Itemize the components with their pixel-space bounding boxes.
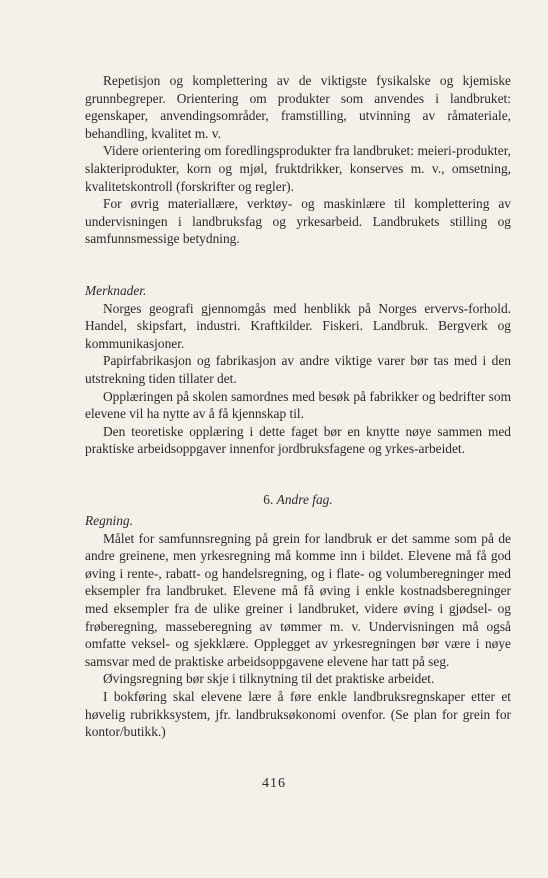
paragraph: Den teoretiske opplæring i dette faget bør en knytte nøye sammen med praktiske arbeidsoppgaver innenfor jordbruksfagene og yrkes-arbeidet. — [85, 423, 511, 457]
paragraph: Videre orientering om foredlingsprodukter fra landbruket: meieri-produkter, slakteriprodukter, korn og mjøl, fruktdrikker, konserves m. v., omsetning, kvalitetskontroll (forskrifter og regler). — [85, 143, 511, 194]
section-merknader — [85, 282, 511, 458]
paragraph: Norges geografi gjennomgås med henblikk på Norges ervervs-forhold. Handel, skipsfart, industri. Kraftkilder. Fiskeri. Landbruk. Bergverk og kommunikasjoner. — [85, 300, 511, 351]
section-number: 6. — [263, 492, 274, 507]
paragraph: Målet for samfunnsregning på grein for landbruk er det samme som på de andre greinene, men yrkesregning må komme inn i bildet. Elevene må få god øving i rente-, rabatt- og handelsregning, og i flate- og volumberegninger med eksempler fra landbruket. Elevene må få øving i enkle kostnadsberegninger med eksempler fra de ulike greiner i landbruket, videre øving i gjødsel- og frøberegning, masseberegning av tømmer m. v. Undervisningen må også omfatte veksel- og sjekklære. Opplegget av yrkesregningen bør være i nøye samsvar med de praktiske arbeidsoppgavene elevene har tatt på seg. — [85, 530, 511, 669]
section-6-heading — [85, 492, 511, 508]
section-intro — [85, 72, 511, 248]
section-regning — [85, 512, 511, 741]
paragraph: I bokføring skal elevene lære å føre enkle landbruksregnskaper etter et høvelig rubrikksystem, jfr. landbruksøkonomi ovenfor. (Se plan for grein for kontor/butikk.) — [85, 688, 511, 740]
paragraph: Repetisjon og komplettering av de viktigste fysikalske og kjemiske grunnbegreper. Orientering om produkter som anvendes i landbruket: egenskaper, anvendingsområder, framstilling, utvinning av råmateriale, behandling, kvalitet m. v. — [85, 73, 511, 141]
paragraph: For øvrig materiallære, verktøy- og maskinlære til komplettering av undervisningen i landbruksfag og yrkesarbeid. Landbrukets stilling og samfunnsmessige betydning. — [85, 196, 511, 247]
merknader-heading: Merknader. — [85, 283, 147, 298]
paragraph: Opplæringen på skolen samordnes med besøk på fabrikker og bedrifter som elevene vil ha nytte av å få kjennskap til. — [85, 388, 511, 422]
paragraph: Papirfabrikasjon og fabrikasjon av andre viktige varer bør tas med i den utstrekning tiden tillater det. — [85, 353, 511, 386]
regning-heading: Regning. — [85, 513, 133, 528]
paragraph: Øvingsregning bør skje i tilknytning til det praktiske arbeidet. — [103, 671, 435, 687]
section-title: Andre fag. — [276, 492, 333, 507]
page-number: 416 — [262, 776, 286, 791]
